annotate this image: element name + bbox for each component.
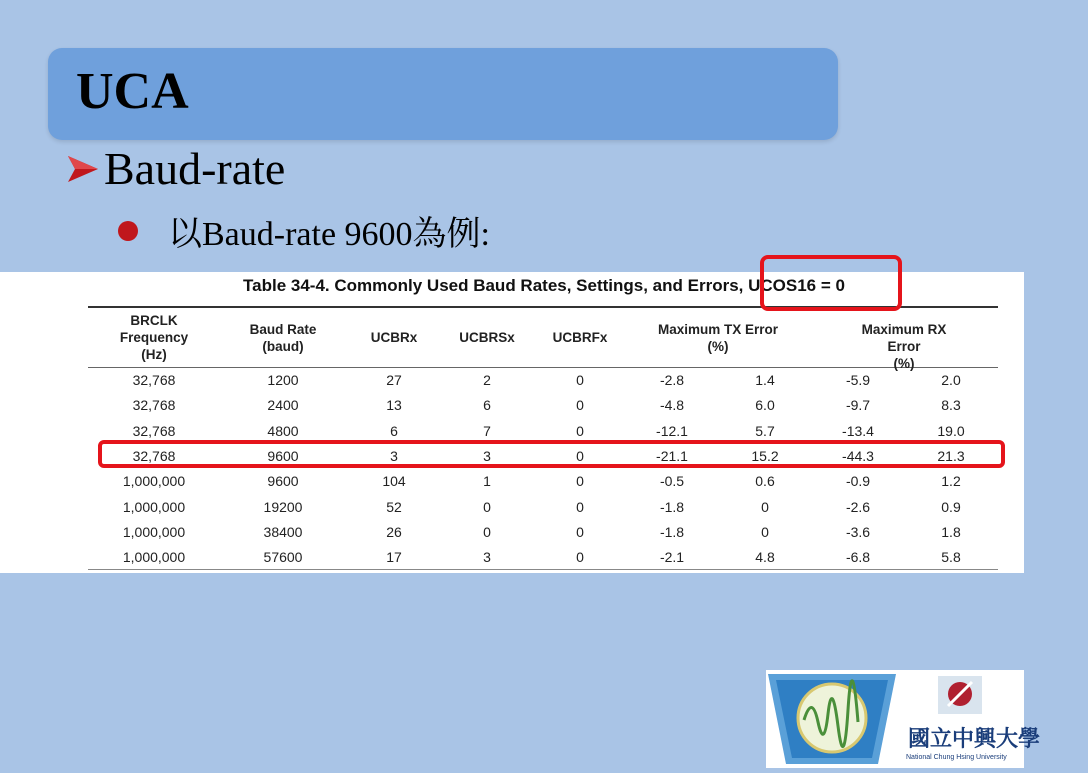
table-cell: -9.7 <box>845 397 871 414</box>
baud-rate-table <box>0 272 1024 573</box>
table-cell: 1,000,000 <box>122 549 186 566</box>
slide-title: UCA <box>76 63 189 120</box>
table-cell: 1.8 <box>941 523 961 540</box>
table-cell: 4800 <box>267 422 299 439</box>
table-cell: -0.5 <box>659 473 685 490</box>
table-cell: -5.9 <box>845 372 871 388</box>
table-cell: 104 <box>382 473 406 490</box>
table-cell: 0.6 <box>755 473 775 490</box>
bullet-level2 <box>118 206 490 255</box>
table-cell: 0 <box>576 473 584 490</box>
table-cell: 9600 <box>267 447 299 464</box>
table-header-cell: Maximum RX Error (%) <box>861 322 947 371</box>
logo-subtitle: National Chung Hsing University <box>906 754 1007 761</box>
table-cell: -21.1 <box>656 447 688 464</box>
table-cell: 8.3 <box>941 397 961 414</box>
ucos16-highlight-box <box>760 255 902 311</box>
table-cell: 32,768 <box>132 422 176 439</box>
university-logo <box>766 670 1041 768</box>
table-cell: 57600 <box>263 549 303 566</box>
table-cell: 1.4 <box>755 372 775 388</box>
table-caption: Table 34-4. Commonly Used Baud Rates, Settings, and Errors, UCOS16 = 0 <box>243 276 845 295</box>
table-header-cell: BRCLK Frequency (Hz) <box>119 313 189 362</box>
table-cell: 21.3 <box>937 447 965 464</box>
table-cell: 19.0 <box>937 422 965 439</box>
table-cell: 0 <box>576 523 584 540</box>
table-cell: 1.2 <box>941 473 961 490</box>
table-cell: 26 <box>386 523 402 540</box>
table-cell: 5.7 <box>755 422 775 439</box>
table-cell: 0 <box>576 498 584 515</box>
logo-name: 國立中興大學 <box>908 726 1041 752</box>
table-header-cell: Maximum TX Error (%) <box>657 322 779 354</box>
table-cell: 2 <box>483 372 491 388</box>
table-cell: 0 <box>761 523 769 540</box>
table-cell: 0 <box>761 498 769 515</box>
table-cell: 32,768 <box>132 447 176 464</box>
table-cell: 6 <box>390 422 398 439</box>
table-cell: 1,000,000 <box>122 523 186 540</box>
table-cell: 32,768 <box>132 372 176 388</box>
bullet-level1-text: Baud-rate <box>104 143 286 194</box>
table-cell: 17 <box>386 549 402 566</box>
table-cell: 38400 <box>263 523 303 540</box>
table-cell: 4.8 <box>755 549 775 566</box>
table-cell: -6.8 <box>845 549 871 566</box>
bullet-level2-text: 以Baud-rate 9600為例: <box>168 216 490 253</box>
table-cell: -1.8 <box>659 523 685 540</box>
table-cell: -1.8 <box>659 498 685 515</box>
table-cell: 6.0 <box>755 397 775 414</box>
table-cell: 1,000,000 <box>122 498 186 515</box>
table-cell: 2.0 <box>941 372 961 388</box>
dot-bullet-icon <box>118 221 138 241</box>
table-cell: 15.2 <box>751 447 779 464</box>
table-cell: -12.1 <box>656 422 688 439</box>
table-cell: 0 <box>576 372 584 388</box>
table-cell: 19200 <box>263 498 303 515</box>
table-cell: -13.4 <box>842 422 874 439</box>
table-cell: 0 <box>483 523 491 540</box>
table-cell: 3 <box>483 447 491 464</box>
table-cell: 7 <box>483 422 491 439</box>
table-header-cell: UCBRFx <box>552 330 608 345</box>
table-cell: 0 <box>576 397 584 414</box>
table-cell: 1 <box>483 473 491 490</box>
table-cell: 27 <box>386 372 402 388</box>
table-header-cell: Baud Rate (baud) <box>249 322 317 354</box>
table-cell: -2.8 <box>659 372 685 388</box>
table-cell: 3 <box>483 549 491 566</box>
title-bar <box>48 48 838 140</box>
table-cell: 3 <box>390 447 398 464</box>
table-cell: 6 <box>483 397 491 414</box>
table-cell: 0 <box>576 447 584 464</box>
table-cell: 13 <box>386 397 402 414</box>
table-cell: 1200 <box>267 372 299 388</box>
table-cell: 1,000,000 <box>122 473 186 490</box>
table-cell: 0 <box>483 498 491 515</box>
table-cell: 9600 <box>267 473 299 490</box>
table-cell: -0.9 <box>845 473 871 490</box>
table-header-cell: UCBRx <box>370 330 418 345</box>
table-cell: 52 <box>386 498 402 515</box>
table-bottom-rule <box>88 569 998 570</box>
table-cell: -2.6 <box>845 498 871 515</box>
table-cell: 0 <box>576 422 584 439</box>
table-header-cell: UCBRSx <box>459 330 515 345</box>
table-cell: 32,768 <box>132 397 176 414</box>
table-cell: -3.6 <box>845 523 871 540</box>
bullet-level1 <box>66 142 285 195</box>
row-9600-highlight-box <box>98 440 1005 468</box>
arrow-bullet-icon <box>66 152 100 186</box>
table-cell: 2400 <box>267 397 299 414</box>
table-cell: 0.9 <box>941 498 961 515</box>
table-cell: -44.3 <box>842 447 874 464</box>
table-cell: 0 <box>576 549 584 566</box>
table-cell: -2.1 <box>659 549 685 566</box>
table-cell: 5.8 <box>941 549 961 566</box>
table-cell: -4.8 <box>659 397 685 414</box>
